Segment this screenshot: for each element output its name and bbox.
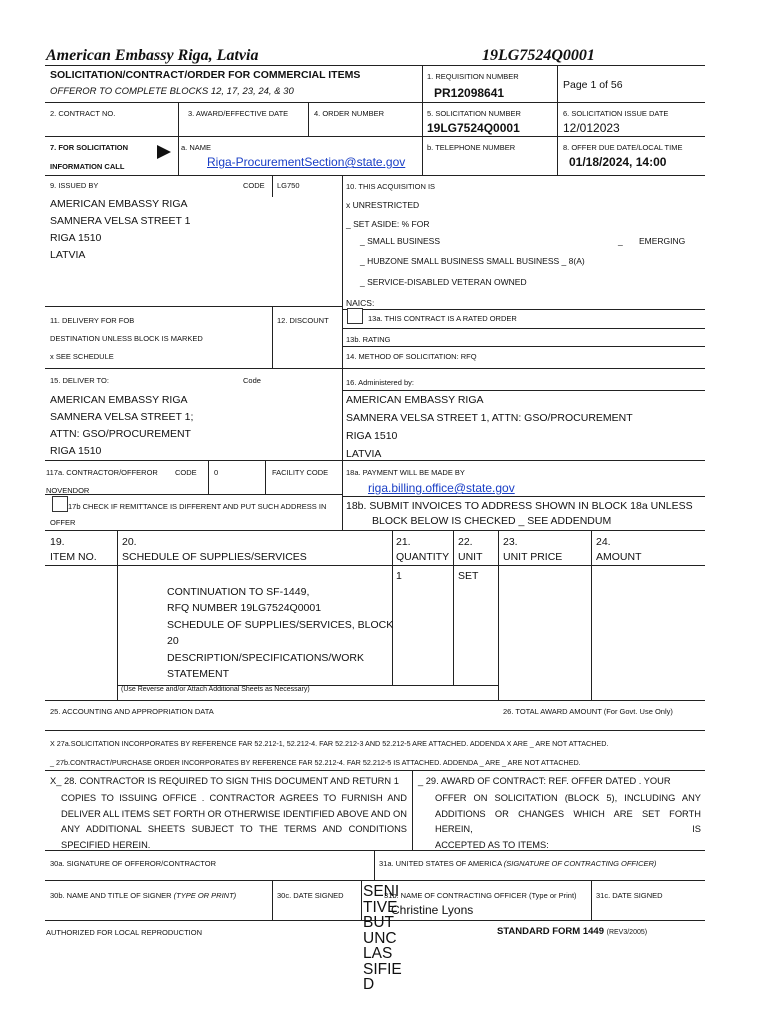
solicitation-number: 19LG7524Q0001 [427,121,520,135]
accounting-label: 25. ACCOUNTING AND APPROPRIATION DATA [50,707,214,716]
delivery-fob-label: 11. DELIVERY FOR FOB [50,316,135,325]
emerging-mark: _ [618,236,623,246]
issued-line-1: AMERICAN EMBASSY RIGA [50,198,188,210]
footer-form-number: STANDARD FORM 1449 (REV3/2005) [497,926,648,937]
schedule-line-3: SCHEDULE OF SUPPLIES/SERVICES, BLOCK [167,619,394,631]
line-unit: SET [458,570,479,582]
solicitation-heading: 19LG7524Q0001 [482,47,595,64]
admin-line-1: AMERICAN EMBASSY RIGA [346,394,484,406]
billing-email-link[interactable]: riga.billing.office@state.gov [368,481,515,495]
novendor: NOVENDOR [46,486,90,495]
page-indicator: Page 1 of 56 [563,79,623,91]
admin-line-4: LATVIA [346,448,382,460]
deliver-code-label: Code [243,376,261,385]
sensitive-line-7: D [363,976,375,993]
col-amount-num: 24. [596,536,611,548]
requisition-number: PR12098641 [434,86,505,100]
order-number-label: 4. ORDER NUMBER [314,109,385,118]
col-schedule-num: 20. [122,536,137,548]
invoice-instruction-1: 18b. SUBMIT INVOICES TO ADDRESS SHOWN IN BLOCK 18a UNLESS [346,500,693,512]
deliver-to-label: 15. DELIVER TO: [50,376,109,385]
issue-date-label: 6. SOLICITATION ISSUE DATE [563,109,669,118]
col-quantity-num: 21. [396,536,411,548]
telephone-label: b. TELEPHONE NUMBER [427,143,516,152]
clause-28-lead: X_ 28. CONTRACTOR IS REQUIRED TO SIGN THIS DOCUMENT AND RETURN 1 [50,776,399,786]
issued-code: LG750 [277,181,300,190]
payment-label: 18a. PAYMENT WILL BE MADE BY [346,468,465,477]
col-schedule-header: SCHEDULE OF SUPPLIES/SERVICES [122,551,307,563]
clause-29-line-1: OFFER ON SOLICITATION (BLOCK 5), INCLUDING ANY [435,793,701,803]
arrow-right-icon [157,145,171,159]
clause-29-line-3: ACCEPTED AS TO ITEMS: [435,839,549,850]
rated-order-label: 13a. THIS CONTRACT IS A RATED ORDER [368,314,517,323]
form-subtitle: OFFEROR TO COMPLETE BLOCKS 12, 17, 23, 24, & 30 [50,86,294,97]
facility-code-label: FACILITY CODE [272,468,329,477]
clause-29-line-2: ADDITIONS OR CHANGES WHICH ARE SET FORTH HEREIN, IS [435,808,701,834]
clause-27a: X 27a.SOLICITATION INCORPORATES BY REFERENCE FAR 52.212-1, 52.212-4. FAR 52.212-3 AND 52.212-5 ARE ATTACHED. ADDENDA X ARE _ ARE NOT ATTACHED. [50,739,609,748]
sensitive-line-1: SENI [363,883,400,900]
schedule-line-2: RFQ NUMBER 19LG7524Q0001 [167,602,322,614]
offer-due-label: 8. OFFER DUE DATE/LOCAL TIME [563,143,683,152]
offeror-signature-label: 30a. SIGNATURE OF OFFEROR/CONTRACTOR [50,859,216,868]
invoice-instruction-2: BLOCK BELOW IS CHECKED _ SEE ADDENDUM [372,515,612,527]
see-schedule: x SEE SCHEDULE [50,352,114,361]
solicitation-info-label: 7. FOR SOLICITATION [50,143,129,152]
col-unit-num: 22. [458,536,473,548]
contractor-code: 0 [214,468,219,477]
schedule-note: (Use Reverse and/or Attach Additional Sheets as Necessary) [121,686,310,693]
solicitation-info-label-2: INFORMATION CALL [50,162,125,171]
deliver-line-2: SAMNERA VELSA STREET 1; [50,411,194,423]
deliver-line-3: ATTN: GSO/PROCUREMENT [50,428,191,440]
issued-line-3: RIGA 1510 [50,232,102,244]
rating-label: 13b. RATING [346,335,391,344]
form-title: SOLICITATION/CONTRACT/ORDER FOR COMMERCIAL ITEMS [50,69,361,81]
hubzone-option: _ HUBZONE SMALL BUSINESS SMALL BUSINESS _ 8(A) [360,256,585,266]
name-label: a. NAME [181,143,212,152]
solicitation-number-label: 5. SOLICITATION NUMBER [427,109,521,118]
col-item-num: 19. [50,536,65,548]
signer-name-label: 30b. NAME AND TITLE OF SIGNER (TYPE OR PRINT) [50,891,237,900]
officer-name: Christine Lyons [391,903,474,917]
officer-date-label: 31c. DATE SIGNED [596,891,663,900]
issue-date: 12/012023 [563,121,620,135]
deliver-line-1: AMERICAN EMBASSY RIGA [50,394,188,406]
clause-27b: _ 27b.CONTRACT/PURCHASE ORDER INCORPORATES BY REFERENCE FAR 52.212-4. FAR 52.212-5 IS ATTACHED. ADDENDA _ ARE _ ARE NOT ATTACHED. [50,758,581,767]
schedule-line-6: STATEMENT [167,668,230,680]
total-award-label: 26. TOTAL AWARD AMOUNT (For Govt. Use Only) [503,707,673,716]
naics-label: NAICS: [346,298,375,308]
admin-line-3: RIGA 1510 [346,430,398,442]
offer-label: OFFER [50,518,76,527]
schedule-line-1: CONTINUATION TO SF-1449, [167,586,310,598]
remittance-label: 17b CHECK IF REMITTANCE IS DIFFERENT AND PUT SUCH ADDRESS IN [68,502,327,511]
admin-line-2: SAMNERA VELSA STREET 1, ATTN: GSO/PROCUREMENT [346,412,633,424]
issued-code-label: CODE [243,181,265,190]
clause-28-body [61,791,407,853]
col-unit-header: UNIT [458,551,483,563]
clause-28-line-3: ANY ADDITIONAL SHEETS SUBJECT TO THE TERMS AND CONDITIONS [61,824,407,834]
officer-name-label: 31b. NAME OF CONTRACTING OFFICER (Type or Print) [384,891,577,900]
setaside-option: _ SET ASIDE: % FOR [346,219,430,229]
offer-due-date: 01/18/2024, 14:00 [569,155,667,169]
requisition-label: 1. REQUISITION NUMBER [427,72,519,81]
issued-line-4: LATVIA [50,249,86,261]
rated-order-checkbox[interactable] [347,308,363,324]
sensitive-line-6: SIFIE [363,960,402,978]
discount-label: 12. DISCOUNT [277,316,329,325]
usa-signature-label: 31a. UNITED STATES OF AMERICA (SIGNATURE OF CONTRACTING OFFICER) [379,859,657,868]
sensitive-stamp [363,884,402,993]
offeror-date-label: 30c. DATE SIGNED [277,891,344,900]
emerging-option: EMERGING [639,236,686,246]
col-amount-header: AMOUNT [596,551,642,563]
schedule-line-5: DESCRIPTION/SPECIFICATIONS/WORK [167,652,364,664]
contract-no-label: 2. CONTRACT NO. [50,109,116,118]
acquisition-label: 10. THIS ACQUISITION IS [346,182,436,191]
contractor-code-label: CODE [175,468,197,477]
col-unit-price-header: UNIT PRICE [503,551,563,563]
schedule-line-4: 20 [167,635,179,647]
sensitive-line-5: LAS [363,945,393,962]
contractor-label: 117a. CONTRACTOR/OFFEROR [46,468,158,477]
line-quantity: 1 [396,570,402,582]
delivery-fob-line-2: DESTINATION UNLESS BLOCK IS MARKED [50,334,203,343]
col-item-header: ITEM NO. [50,551,97,563]
embassy-heading: American Embassy Riga, Latvia [46,47,259,64]
procurement-email-link[interactable]: Riga-ProcurementSection@state.gov [207,155,406,169]
small-business-option: _ SMALL BUSINESS [360,236,440,246]
footer-reproduction: AUTHORIZED FOR LOCAL REPRODUCTION [46,928,202,937]
sensitive-line-4: UNC [363,929,397,947]
clause-29-body [435,791,701,853]
sensitive-line-2: TIVE [363,898,398,916]
col-quantity-header: QUANTITY [396,551,450,563]
solicitation-method: 14. METHOD OF SOLICITATION: RFQ [346,352,477,361]
clause-28-line-1: COPIES TO ISSUING OFFICE . CONTRACTOR AGREES TO FURNISH AND [61,793,407,803]
sdvo-option: _ SERVICE-DISABLED VETERAN OWNED [360,277,527,287]
remittance-checkbox[interactable] [52,496,68,512]
issued-line-2: SAMNERA VELSA STREET 1 [50,215,191,227]
issued-by-label: 9. ISSUED BY [50,181,99,190]
administered-label: 16. Administered by: [346,378,414,387]
award-date-label: 3. AWARD/EFFECTIVE DATE [188,109,289,118]
unrestricted-option: x UNRESTRICTED [346,200,420,210]
clause-28-line-4: SPECIFIED HEREIN. [61,839,151,850]
clause-28-line-2: DELIVER ALL ITEMS SET FORTH OR OTHERWISE IDENTIFIED ABOVE AND ON [61,808,407,819]
col-unit-price-num: 23. [503,536,518,548]
clause-29-lead: _ 29. AWARD OF CONTRACT: REF. OFFER DATED . YOUR [418,776,671,786]
sensitive-line-3: BUT [363,914,394,931]
deliver-line-4: RIGA 1510 [50,445,102,457]
